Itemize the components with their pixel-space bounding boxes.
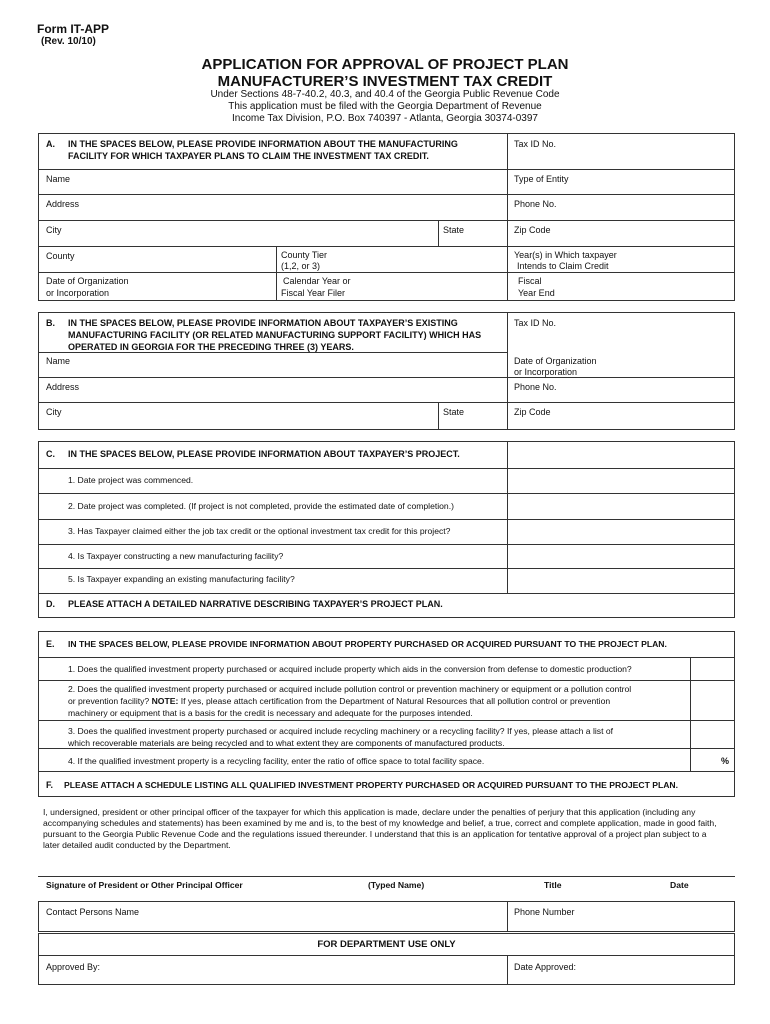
b-name-field[interactable]: Name <box>46 356 71 366</box>
a-calendar-field[interactable]: Calendar Year or <box>283 276 351 286</box>
declaration-text: accompanying schedules and statements) has been examined by me and is, to the best of my knowledge and belief, a true, correct and complete application, made in good faith, <box>43 818 717 828</box>
b-phone-field[interactable]: Phone No. <box>514 382 557 392</box>
a-county-field[interactable]: County <box>46 251 75 261</box>
a-date-org-sub: or Incorporation <box>46 288 110 298</box>
c-answer-4[interactable] <box>508 545 734 567</box>
a-years-field[interactable]: Year(s) in Which taxpayer <box>514 250 617 260</box>
subtitle-line: Under Sections 48-7-40.2, 40.3, and 40.4 of the Georgia Public Revenue Code <box>210 89 560 100</box>
a-tax-id-label: Tax ID No. <box>514 139 557 149</box>
b-zip-field[interactable]: Zip Code <box>514 407 551 417</box>
section-b-heading: MANUFACTURING FACILITY (OR RELATED MANUFACTURING SUPPORT FACILITY) WHICH HAS <box>68 330 482 340</box>
c-question-4: 4. Is Taxpayer constructing a new manufacturing facility? <box>68 551 284 561</box>
approved-by-field[interactable]: Approved By: <box>46 962 101 972</box>
e-answer-4[interactable] <box>691 749 719 770</box>
c-question-3: 3. Has Taxpayer claimed either the job tax credit or the optional investment tax credit for this project? <box>68 526 451 536</box>
contact-name-field[interactable]: Contact Persons Name <box>46 907 140 917</box>
e-answer-2[interactable] <box>691 681 734 719</box>
section-b-letter: B. <box>46 318 55 328</box>
b-tax-id-label: Tax ID No. <box>514 318 557 328</box>
e-question-3: 3. Does the qualified investment property purchased or acquired include recycling machinery or a recycling facility? If yes, please attach a list of <box>68 726 614 736</box>
title-label: Title <box>544 880 562 890</box>
percent-sign: % <box>721 756 730 766</box>
b-city-field[interactable]: City <box>46 407 62 417</box>
a-date-org-field[interactable]: Date of Organization <box>46 276 129 286</box>
a-zip-field[interactable]: Zip Code <box>514 225 551 235</box>
e-question-2-line3: machinery or equipment that is a basis for the credit is necessary and adequate for the purposes intended. <box>68 708 473 718</box>
b-date-org-sub: or Incorporation <box>514 367 578 377</box>
b-date-org-field[interactable]: Date of Organization <box>514 356 597 366</box>
signature-field[interactable] <box>38 852 735 876</box>
section-f-heading: PLEASE ATTACH A SCHEDULE LISTING ALL QUALIFIED INVESTMENT PROPERTY PURCHASED OR ACQUIRED PURSUANT TO THE PROJECT PLAN. <box>64 780 679 790</box>
declaration-text: pursuant to the Georgia Public Revenue Code and the regulations issued thereunder. I understand that this is an application for tentative approval of a project plan subject to a <box>43 829 707 839</box>
declaration-text: I, undersigned, president or other principal officer of the taxpayer for which this application is made, declare under the penalties of perjury that this application (including any <box>43 807 696 817</box>
a-address-field[interactable]: Address <box>46 199 80 209</box>
a-county-tier-sub: (1,2, or 3) <box>281 261 321 271</box>
form-revision: (Rev. 10/10) <box>41 36 96 47</box>
e-answer-1[interactable] <box>691 658 734 679</box>
section-c-letter: C. <box>46 449 55 459</box>
a-fiscal-field[interactable]: Fiscal <box>518 276 542 286</box>
subtitle-line: This application must be filed with the Georgia Department of Revenue <box>228 101 542 112</box>
e-question-2: 2. Does the qualified investment property purchased or acquired include pollution control or prevention machinery or equipment or a pollution control <box>68 684 632 694</box>
a-calendar-sub: Fiscal Year Filer <box>281 288 346 298</box>
c-answer-2[interactable] <box>508 494 734 518</box>
form-id: Form IT-APP <box>37 22 110 36</box>
section-b-heading: OPERATED IN GEORGIA FOR THE PRECEDING THREE (3) YEARS. <box>68 342 354 352</box>
a-name-field[interactable]: Name <box>46 174 71 184</box>
b-address-field[interactable]: Address <box>46 382 80 392</box>
section-e-heading: IN THE SPACES BELOW, PLEASE PROVIDE INFORMATION ABOUT PROPERTY PURCHASED OR ACQUIRED PURSUANT TO THE PROJECT PLAN. <box>68 639 667 649</box>
contact-box <box>38 901 735 932</box>
typed-name-label: (Typed Name) <box>368 880 425 890</box>
e-question-2-line2: or prevention facility? NOTE: If yes, please attach certification from the Department of Natural Resources that all pollution control or prevention <box>68 696 611 706</box>
declaration-text: later detailed audit conducted by the Department. <box>43 840 231 850</box>
section-a-letter: A. <box>46 139 55 149</box>
a-phone-field[interactable]: Phone No. <box>514 199 557 209</box>
a-city-field[interactable]: City <box>46 225 62 235</box>
a-years-sub: Intends to Claim Credit <box>517 261 609 271</box>
section-a-heading: IN THE SPACES BELOW, PLEASE PROVIDE INFORMATION ABOUT THE MANUFACTURING <box>68 139 458 149</box>
e-question-1: 1. Does the qualified investment property purchased or acquired include property which aids in the conversion from defense to domestic production? <box>68 664 632 674</box>
c-question-5: 5. Is Taxpayer expanding an existing manufacturing facility? <box>68 574 295 584</box>
e-question-4: 4. If the qualified investment property is a recycling facility, enter the ratio of office space to total facility space. <box>68 756 485 766</box>
form-title-2: MANUFACTURER’S INVESTMENT TAX CREDIT <box>217 73 553 90</box>
section-d-heading: PLEASE ATTACH A DETAILED NARRATIVE DESCRIBING TAXPAYER’S PROJECT PLAN. <box>68 599 443 609</box>
b-state-field[interactable]: State <box>443 407 465 417</box>
c-answer-3[interactable] <box>508 520 734 543</box>
a-fiscal-sub: Year End <box>518 288 555 298</box>
subtitle-line: Income Tax Division, P.O. Box 740397 - Atlanta, Georgia 30374-0397 <box>232 113 538 124</box>
c-answer-1[interactable] <box>508 469 734 492</box>
form-title: APPLICATION FOR APPROVAL OF PROJECT PLAN <box>201 56 569 73</box>
c-question-2: 2. Date project was completed. (If project is not completed, provide the estimated date of completion.) <box>68 501 454 511</box>
e-answer-3[interactable] <box>691 721 734 747</box>
section-f-letter: F. <box>46 780 54 790</box>
a-state-field[interactable]: State <box>443 225 465 235</box>
e-question-3-line2: which recoverable materials are being recycled and to what extent they are components of manufactured products. <box>68 738 505 748</box>
c-answer-5[interactable] <box>508 569 734 592</box>
section-d-letter: D. <box>46 599 55 609</box>
section-b-heading: IN THE SPACES BELOW, PLEASE PROVIDE INFORMATION ABOUT TAXPAYER’S EXISTING <box>68 318 458 328</box>
c-question-1: 1. Date project was commenced. <box>68 475 194 485</box>
section-a-heading: FACILITY FOR WHICH TAXPAYER PLANS TO CLAIM THE INVESTMENT TAX CREDIT. <box>68 151 429 161</box>
section-c-heading: IN THE SPACES BELOW, PLEASE PROVIDE INFORMATION ABOUT TAXPAYER’S PROJECT. <box>68 449 460 459</box>
date-label: Date <box>670 880 689 890</box>
contact-phone-field[interactable]: Phone Number <box>514 907 575 917</box>
department-heading: FOR DEPARTMENT USE ONLY <box>317 939 456 950</box>
a-county-tier-field[interactable]: County Tier <box>281 250 328 260</box>
date-approved-field[interactable]: Date Approved: <box>514 962 577 972</box>
a-type-entity-field[interactable]: Type of Entity <box>514 174 569 184</box>
signature-label: Signature of President or Other Principal Officer <box>46 880 243 890</box>
section-e-letter: E. <box>46 639 55 649</box>
